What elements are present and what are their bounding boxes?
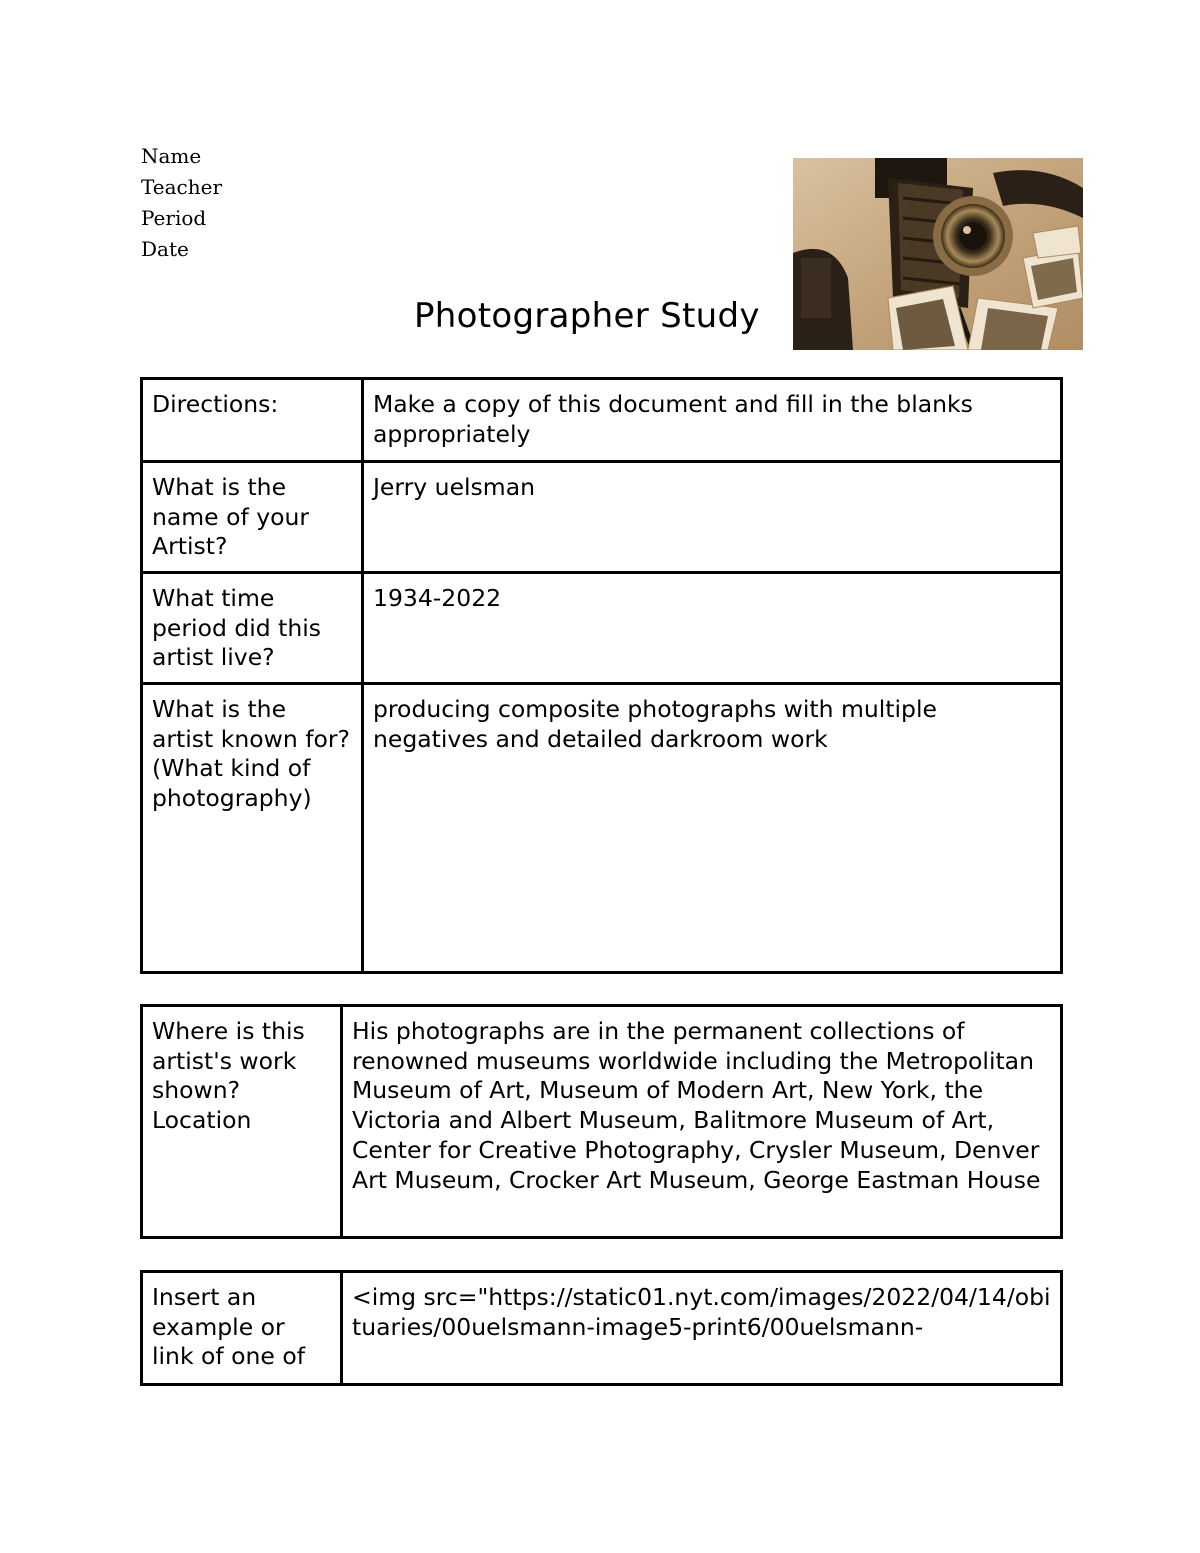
time-period-answer[interactable]: 1934-2022 <box>363 573 1062 684</box>
table-row <box>142 379 1062 462</box>
known-for-answer[interactable]: producing composite photographs with multiple negatives and detailed darkroom work <box>363 684 1062 973</box>
date-label: Date <box>141 237 189 261</box>
example-work-table <box>140 1270 1063 1386</box>
work-location-answer[interactable]: His photographs are in the permanent collections of renowned museums worldwide including the Metropolitan Museum of Art, Museum of Modern Art, New York, the Victoria and Albert Museum, Balitmore Museum of Art, Center for Creative Photography, Crysler Museum, Denver Art Museum, Crocker Art Museum, George Eastman House <box>342 1006 1062 1238</box>
table-row <box>142 684 1062 973</box>
work-location-table <box>140 1004 1063 1239</box>
table-row <box>142 462 1062 573</box>
student-info-fields <box>141 141 222 265</box>
teacher-label: Teacher <box>141 175 223 199</box>
example-work-link[interactable]: <img src="https://static01.nyt.com/images/2022/04/14/obituaries/00uelsmann-image5-print6/00uelsmann- <box>342 1272 1062 1385</box>
page-title: Photographer Study <box>414 296 760 336</box>
directions-label: Directions: <box>142 379 363 462</box>
name-label: Name <box>141 144 202 168</box>
table-row <box>142 1006 1062 1238</box>
table-row <box>142 573 1062 684</box>
directions-text[interactable]: Make a copy of this document and fill in the blanks appropriately <box>363 379 1062 462</box>
artist-name-answer[interactable]: Jerry uelsman <box>363 462 1062 573</box>
table-row <box>142 1272 1062 1385</box>
example-work-question: Insert an example or link of one of <box>142 1272 342 1385</box>
known-for-question: What is the artist known for? (What kind of photography) <box>142 684 363 973</box>
period-label: Period <box>141 206 207 230</box>
artist-info-table <box>140 377 1063 974</box>
time-period-question: What time period did this artist live? <box>142 573 363 684</box>
camera-photo-icon <box>793 158 1083 350</box>
artist-name-question: What is the name of your Artist? <box>142 462 363 573</box>
vintage-camera-image <box>793 158 1083 350</box>
work-location-question: Where is this artist's work shown? Location <box>142 1006 342 1238</box>
